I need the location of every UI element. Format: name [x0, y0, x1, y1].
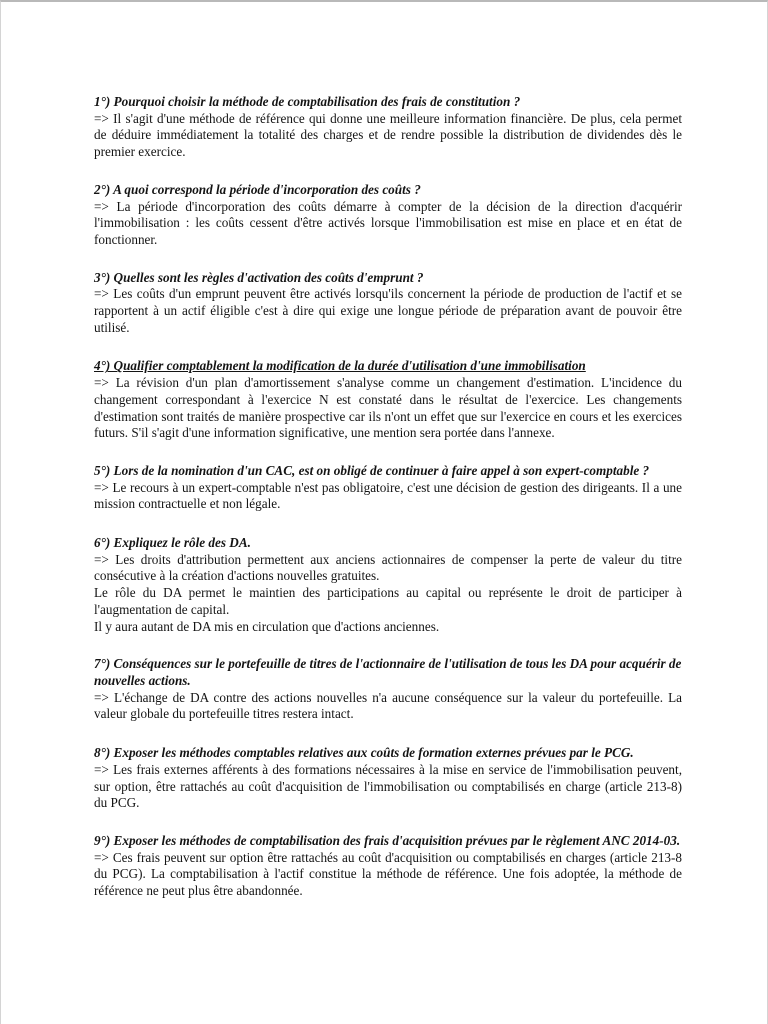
question-3: 3°) Quelles sont les règles d'activation des coûts d'emprunt ? — [94, 269, 424, 285]
answer-6-paragraph-3: Il y aura autant de DA mis en circulation que d'actions anciennes. — [94, 618, 440, 634]
answer-7 — [94, 690, 682, 723]
question-9: 9°) Exposer les méthodes de comptabilisation des frais d'acquisition prévues par le règlement ANC 2014-03. — [94, 832, 681, 848]
answer-8-paragraph-1: => Les frais externes afférents à des formations nécessaires à la mise en service de l'immobilisation peuvent, sur option, être rattachés au coût d'acquisition de l'immobilisation ou comptabilisés en charge (article 213-8) du PCG. — [94, 761, 682, 811]
answer-6 — [94, 552, 682, 636]
answer-8 — [94, 762, 682, 812]
qa-item-2 — [94, 182, 682, 249]
qa-item-9 — [94, 833, 682, 900]
question-1: 1°) Pourquoi choisir la méthode de comptabilisation des frais de constitution ? — [94, 94, 521, 109]
question-7: 7°) Conséquences sur le portefeuille de titres de l'actionnaire de l'utilisation de tous les DA pour acquérir de nouvelles actions. — [94, 656, 682, 688]
qa-item-4 — [94, 358, 682, 442]
answer-9 — [94, 850, 682, 900]
answer-1 — [94, 111, 682, 161]
spacer — [94, 336, 682, 358]
spacer — [94, 635, 682, 656]
question-4: 4°) Qualifier comptablement la modification de la durée d'utilisation d'une immobilisation — [94, 358, 586, 374]
qa-item-3 — [94, 270, 682, 337]
qa-item-6 — [94, 535, 682, 635]
answer-6-paragraph-2: Le rôle du DA permet le maintien des participations au capital ou représente le droit de participer à l'augmentation de capital. — [94, 585, 682, 617]
spacer — [94, 249, 682, 270]
spacer — [94, 513, 682, 535]
spacer — [94, 812, 682, 833]
answer-2 — [94, 199, 682, 249]
spacer — [94, 442, 682, 463]
spacer — [94, 161, 682, 182]
answer-4 — [94, 375, 682, 442]
question-2: 2°) A quoi correspond la période d'incorporation des coûts ? — [94, 181, 421, 197]
answer-2-paragraph-1: => La période d'incorporation des coûts démarre à compter de la décision de la direction d'acquérir l'immobilisation : les coûts cessent d'être activés lorsque l'immobilisation est mise en place et en état de fonctionner. — [94, 198, 682, 247]
answer-5 — [94, 480, 682, 513]
answer-3 — [94, 286, 682, 336]
spacer — [94, 723, 682, 745]
qa-item-1 — [94, 94, 682, 161]
answer-6-paragraph-1: => Les droits d'attribution permettent aux anciens actionnaires de compenser la perte de valeur du titre consécutive à la création d'actions nouvelles gratuites. — [94, 551, 682, 584]
document-body — [94, 94, 682, 900]
answer-4-paragraph-1: => La révision d'un plan d'amortissement s'analyse comme un changement d'estimation. L'incidence du changement correspondant à l'exercice N est constaté dans le résultat de l'exercice. Les changements d'estimation sont traités de manière prospective car ils n'ont un effet que sur l'exercice en cours et les exercices futurs. S'il s'agit d'une information significative, une mention sera portée dans l'annexe. — [94, 375, 682, 441]
answer-9-paragraph-1: => Ces frais peuvent sur option être rattachés au coût d'acquisition ou comptabilisés en charges (article 213-8 du PCG). La comptabilisation à l'actif constitue la méthode de référence. Une fois adoptée, la méthode de référence ne peut plus être abandonnée. — [94, 849, 682, 899]
answer-7-paragraph-1: => L'échange de DA contre des actions nouvelles n'a aucune conséquence sur la valeur du portefeuille. La valeur globale du portefeuille titres restera intact. — [94, 689, 682, 722]
qa-item-8 — [94, 745, 682, 812]
question-5: 5°) Lors de la nomination d'un CAC, est on obligé de continuer à faire appel à son expert-comptable ? — [94, 462, 650, 478]
answer-5-paragraph-1: => Le recours à un expert-comptable n'est pas obligatoire, c'est une décision de gestion des dirigeants. Il a une mission contractuelle et non légale. — [94, 479, 682, 512]
answer-1-paragraph-1: => Il s'agit d'une méthode de référence qui donne une meilleure information financière. De plus, cela permet de déduire immédiatement la totalité des charges et de rendre possible la distribution de dividendes dès le premier exercice. — [94, 110, 682, 160]
qa-item-7 — [94, 656, 682, 723]
question-8: 8°) Exposer les méthodes comptables relatives aux coûts de formation externes prévues par le PCG. — [94, 745, 634, 761]
question-6: 6°) Expliquez le rôle des DA. — [94, 535, 251, 551]
answer-3-paragraph-1: => Les coûts d'un emprunt peuvent être activés lorsqu'ils concernent la période de production de l'actif et se rapportent à un actif éligible c'est à dire qui exige une longue période de préparation avant de pouvoir être utilisé. — [94, 286, 682, 335]
qa-item-5 — [94, 463, 682, 513]
